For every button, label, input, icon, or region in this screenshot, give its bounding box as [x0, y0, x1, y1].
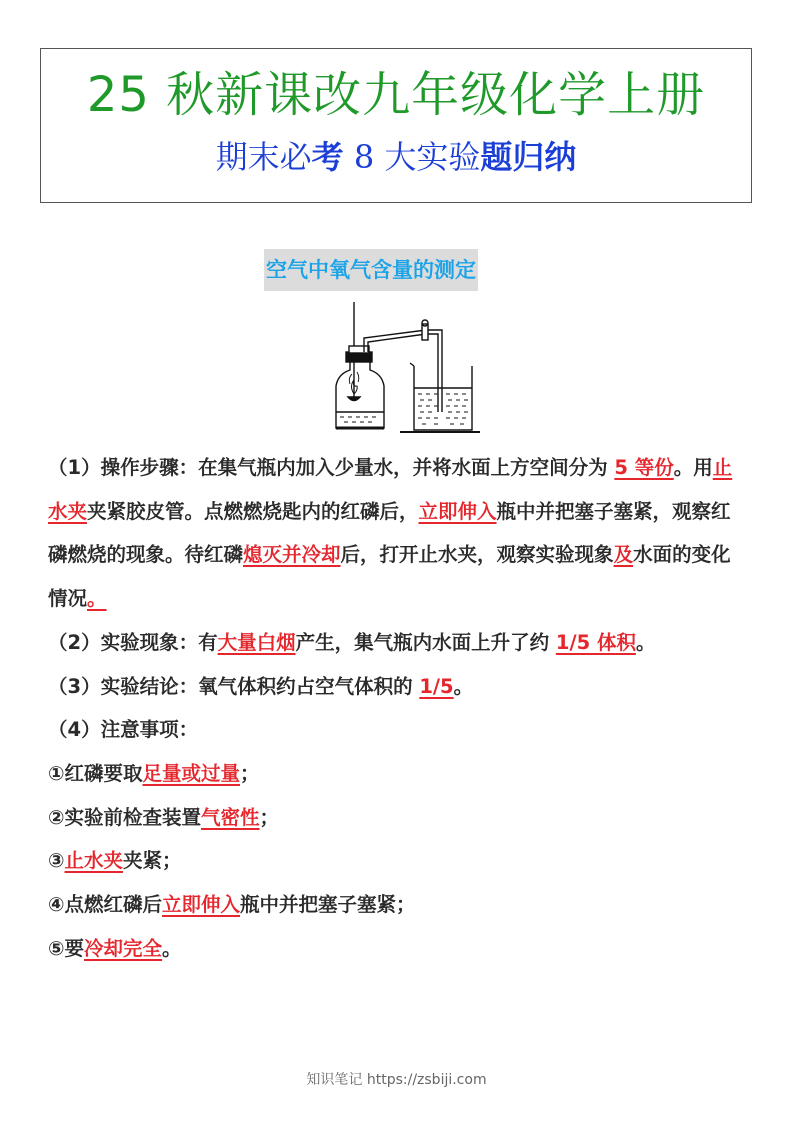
highlight-text: 气密性	[201, 805, 260, 829]
body-text: （4）注意事项：	[48, 718, 199, 742]
note-item	[48, 927, 748, 971]
body-text: ④点燃红磷后	[48, 893, 163, 917]
highlight-text: 止水夹	[64, 849, 124, 873]
highlight-text: 5 等份	[614, 456, 674, 479]
body-text: 产生，集气瓶内水面上升了约	[295, 630, 556, 654]
highlight-text: 1/5 体积	[555, 630, 636, 654]
note-item	[48, 752, 748, 796]
highlight-text: 1/5	[419, 674, 454, 698]
note-item	[48, 883, 748, 927]
subtitle-part-bold: 题归纳	[480, 138, 577, 176]
highlight-text: 熄灭并冷却	[243, 543, 341, 567]
experiment-content	[48, 446, 748, 970]
phenomenon-paragraph	[48, 621, 748, 665]
body-text: 。	[635, 630, 656, 654]
body-text: （2）实验现象：有	[48, 630, 218, 654]
body-text: 。用	[673, 456, 713, 479]
step-paragraph	[48, 446, 748, 621]
body-text: 后，打开止水夹，观察	[340, 543, 536, 567]
body-text: 夹紧；	[123, 849, 182, 873]
section-title: 空气中氧气含量的测定	[264, 249, 478, 291]
title-box	[40, 48, 752, 203]
body-text: 。	[162, 936, 182, 960]
highlight-text: 立即伸入	[162, 893, 241, 917]
highlight-text: 大量白烟	[217, 630, 296, 654]
body-text: ②实验前检查装置	[48, 805, 202, 829]
highlight-text: 。	[87, 587, 107, 611]
oxygen-content-apparatus-icon	[330, 300, 480, 436]
body-text: 瓶中并把塞子塞紧；	[240, 893, 416, 917]
page-title: 25 秋新课改九年级化学上册	[86, 67, 706, 123]
page-subtitle	[41, 135, 751, 179]
body-text: 水面的变化情况	[48, 543, 731, 611]
body-text: 瓶中并把塞子塞紧，观察红磷燃烧的现象。待红磷	[48, 499, 731, 567]
body-text: 夹紧胶皮管。点燃燃烧匙内的红磷后，	[87, 499, 419, 523]
notes-heading	[48, 708, 748, 752]
highlight-text: 冷却完全	[84, 936, 163, 960]
body-text: ①红磷要取	[48, 761, 143, 785]
subtitle-part-bold: 考	[311, 138, 344, 176]
body-text: ；	[240, 761, 260, 785]
highlight-text: 立即伸入	[418, 499, 497, 523]
footer-text: 知识笔记 https://zsbiji.com	[306, 1072, 487, 1088]
highlight-text: 及	[613, 543, 634, 567]
body-text: ；	[259, 805, 280, 829]
body-text: 。	[453, 674, 474, 698]
conclusion-paragraph	[48, 665, 748, 709]
subtitle-part: 期末必	[215, 138, 312, 176]
body-text: ③	[48, 849, 65, 873]
note-item	[48, 839, 748, 883]
highlight-text: 止水夹	[48, 456, 733, 523]
body-text: ⑤要	[48, 936, 85, 960]
body-text: （1）操作步骤：在集气瓶内加入少量水，并将水面上方空间分为	[48, 456, 615, 479]
note-item	[48, 796, 748, 840]
body-text: 实验现象	[535, 543, 614, 567]
highlight-text: 足量或过量	[142, 761, 241, 785]
body-text: （3）实验结论：氧气体积约占空气体积的	[48, 674, 420, 698]
subtitle-part: 8 大实验	[343, 138, 481, 176]
